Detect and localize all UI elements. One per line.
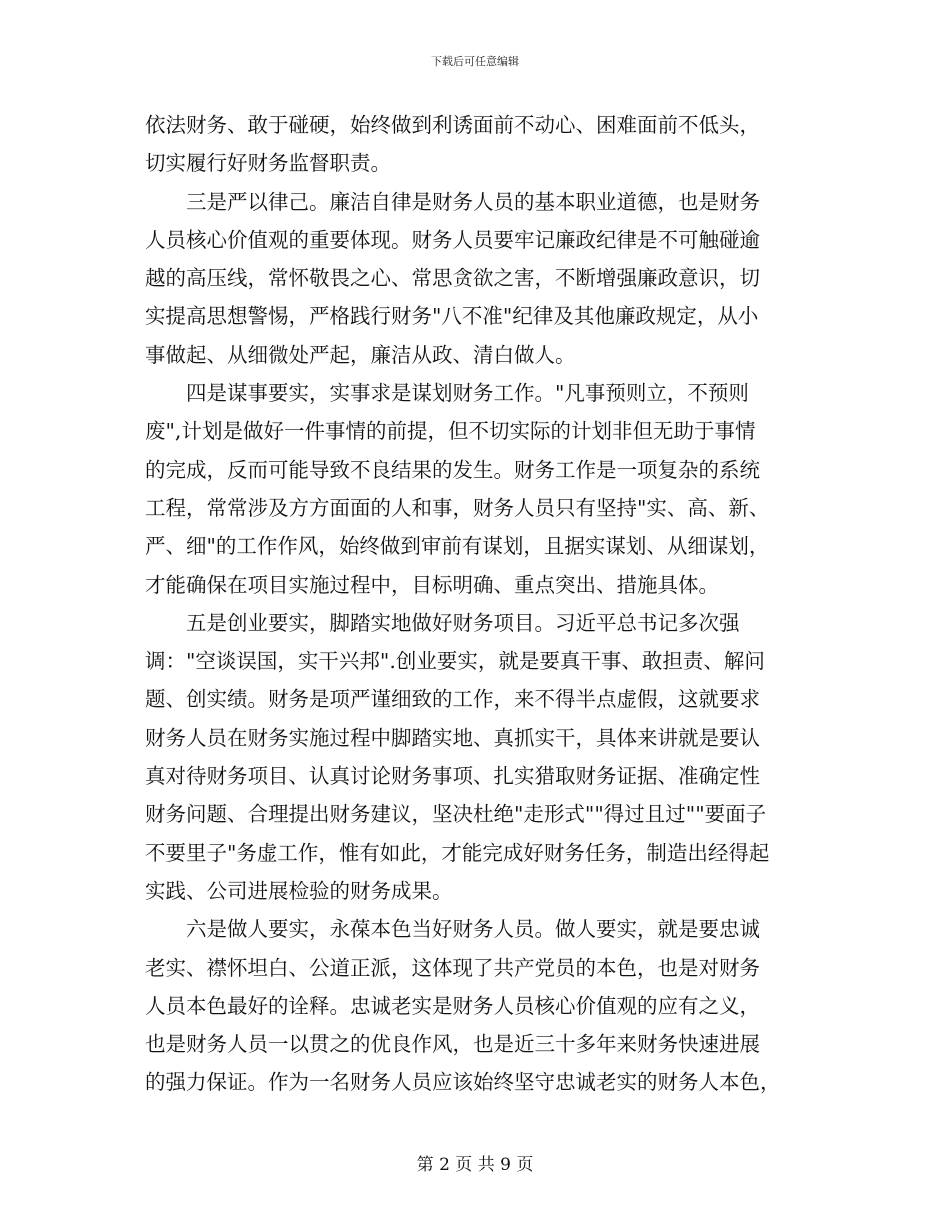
page-header: 下载后可任意编辑 bbox=[431, 55, 519, 68]
text-line: 题、创实绩。财务是项严谨细致的工作，来不得半点虚假，这就要求 bbox=[145, 687, 760, 712]
text-line: 严、细"的工作作风，始终做到审前有谋划，且据实谋划、从细谋划， bbox=[145, 534, 770, 559]
text-line: 三是严以律己。廉洁自律是财务人员的基本职业道德，也是财务 bbox=[145, 189, 760, 214]
text-line: 财务问题、合理提出财务建议，坚决杜绝"走形式""得过且过""要面子 bbox=[145, 802, 767, 827]
text-line: 人员本色最好的诠释。忠诚老实是财务人员核心价值观的应有之义， bbox=[145, 993, 760, 1018]
text-line: 老实、襟怀坦白、公道正派，这体现了共产党员的本色，也是对财务 bbox=[145, 955, 760, 980]
text-line: 四是谋事要实，实事求是谋划财务工作。"凡事预则立，不预则 bbox=[145, 381, 749, 406]
text-line: 调："空谈误国，实干兴邦".创业要实，就是要真干事、敢担责、解问 bbox=[145, 649, 765, 674]
text-line: 不要里子"务虚工作，惟有如此，才能完成好财务任务，制造出经得起 bbox=[145, 840, 770, 865]
text-line: 才能确保在项目实施过程中，目标明确、重点突出、措施具体。 bbox=[145, 572, 719, 597]
text-line: 实践、公司进展检验的财务成果。 bbox=[145, 878, 453, 903]
text-line: 废",计划是做好一件事情的前提，但不切实际的计划非但无助于事情 bbox=[145, 419, 756, 444]
text-line: 工程，常常涉及方方面面的人和事，财务人员只有坚持"实、高、新、 bbox=[145, 495, 770, 520]
text-line: 越的高压线，常怀敬畏之心、常思贪欲之害，不断增强廉政意识，切 bbox=[145, 266, 760, 291]
text-line: 六是做人要实，永葆本色当好财务人员。做人要实，就是要忠诚 bbox=[145, 917, 760, 942]
text-line: 的完成，反而可能导致不良结果的发生。财务工作是一项复杂的系统 bbox=[145, 457, 760, 482]
text-line: 事做起、从细微处严起，廉洁从政、清白做人。 bbox=[145, 342, 576, 367]
text-line: 也是财务人员一以贯之的优良作风，也是近三十多年来财务快速进展 bbox=[145, 1032, 760, 1057]
text-line: 实提高思想警惕，严格践行财务"八不准"纪律及其他廉政规定，从小 bbox=[145, 304, 759, 329]
text-line: 依法财务、敢于碰硬，始终做到利诱面前不动心、困难面前不低头， bbox=[145, 113, 760, 137]
page-footer: 第 2 页 共 9 页 bbox=[416, 1155, 534, 1175]
text-line: 切实履行好财务监督职责。 bbox=[145, 151, 391, 176]
text-line: 五是创业要实，脚踏实地做好财务项目。习近平总书记多次强 bbox=[145, 610, 740, 635]
text-line: 人员核心价值观的重要体现。财务人员要牢记廉政纪律是不可触碰逾 bbox=[145, 227, 760, 252]
document-body bbox=[145, 106, 810, 1102]
text-line: 真对待财务项目、认真讨论财务事项、扎实猎取财务证据、准确定性 bbox=[145, 764, 760, 789]
text-line: 财务人员在财务实施过程中脚踏实地、真抓实干，具体来讲就是要认 bbox=[145, 725, 760, 750]
text-line: 的强力保证。作为一名财务人员应该始终坚守忠诚老实的财务人本色， bbox=[145, 1070, 781, 1095]
